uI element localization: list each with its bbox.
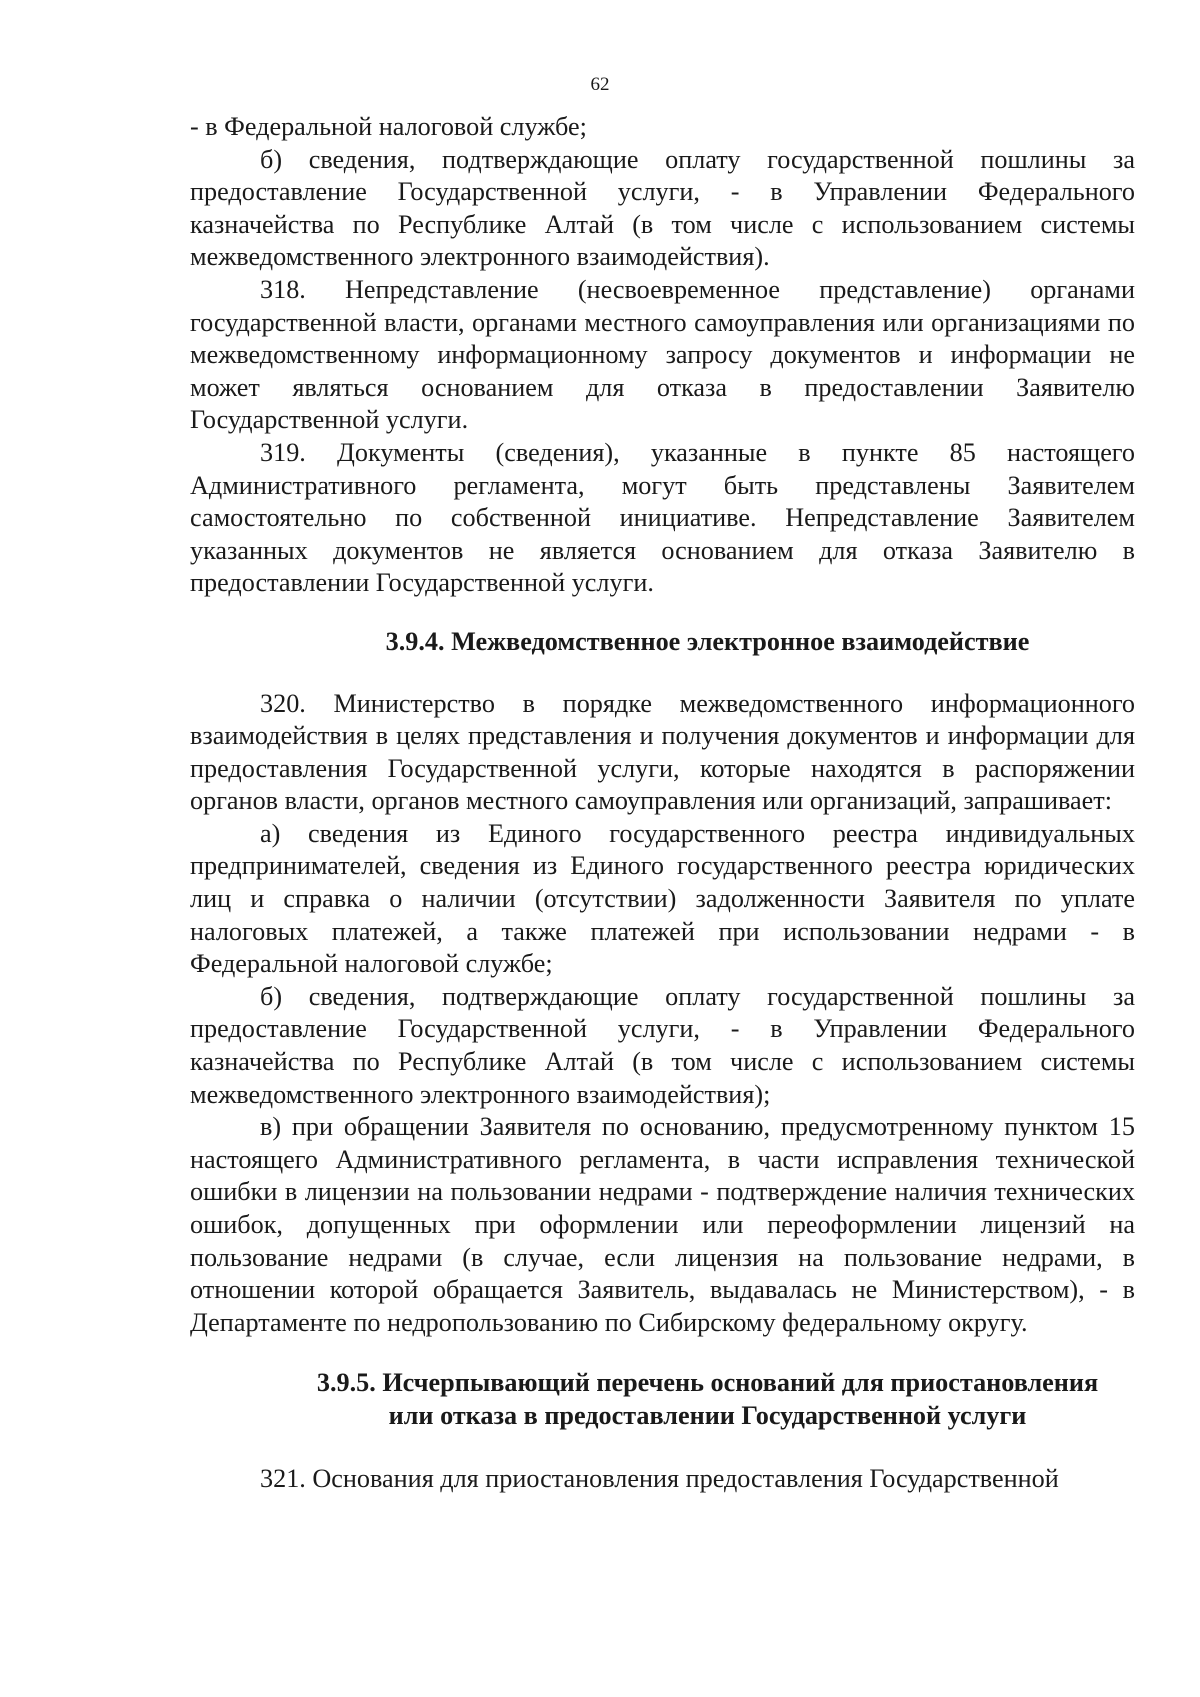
section-heading-3-9-5 xyxy=(190,1367,1135,1432)
document-body xyxy=(190,111,1135,1495)
paragraph-321: 321. Основания для приостановления предоставления Государственной xyxy=(260,1463,1059,1493)
section-heading-3-9-4 xyxy=(190,626,1135,659)
paragraph-320-b: б) сведения, подтверждающие оплату государственной пошлины за предоставление Государственной услуги, - в Управлении Федерального казначейства по Республике Алтай (в том числе с использованием системы межведомственного электронного взаимодействия); xyxy=(190,981,1135,1109)
paragraph-b-treasury: б) сведения, подтверждающие оплату государственной пошлины за предоставление Государственной услуги, - в Управлении Федерального казначейства по Республике Алтай (в том числе с использованием системы межведомственного электронного взаимодействия). xyxy=(190,144,1135,272)
section-heading-3-9-4-text: 3.9.4. Межведомственное электронное взаимодействие xyxy=(385,626,1030,656)
paragraph-320-a: а) сведения из Единого государственного реестра индивидуальных предпринимателей, сведения из Единого государственного реестра юридических лиц и справка о наличии (отсутствии) задолженности Заявителя по уплате налоговых платежей, а также платежей при использовании недрами - в Федеральной налоговой службе; xyxy=(190,818,1135,979)
paragraph-fns-ending: - в Федеральной налоговой службе; xyxy=(190,112,587,141)
paragraph-319: 319. Документы (сведения), указанные в пункте 85 настоящего Административного регламента, могут быть представлены Заявителем самостоятельно по собственной инициативе. Непредставление Заявителем указанных документов не является основанием для отказа Заявителю в предоставлении Государственной услуги. xyxy=(190,437,1135,598)
paragraph-318: 318. Непредставление (несвоевременное представление) органами государственной власти, органами местного самоуправления или организациями по межведомственному информационному запросу документов и информации не может являться основанием для отказа в предоставлении Заявителю Государственной услуги. xyxy=(190,274,1135,435)
section-heading-3-9-5-line-1: 3.9.5. Исчерпывающий перечень оснований для приостановления xyxy=(316,1368,1099,1398)
paragraph-320-v: в) при обращении Заявителя по основанию, предусмотренному пунктом 15 настоящего Административного регламента, в части исправления технической ошибки в лицензии на пользовании недрами - подтверждение наличия технических ошибок, допущенных при оформлении или переоформлении лицензий на пользование недрами (в случае, если лицензия на пользование недрами, в отношении которой обращается Заявитель, выдавалась не Министерством), - в Департаменте по недропользованию по Сибирскому федеральному округу. xyxy=(190,1112,1135,1337)
section-heading-3-9-5-line-2: или отказа в предоставлении Государственной услуги xyxy=(388,1400,1027,1430)
paragraph-320: 320. Министерство в порядке межведомственного информационного взаимодействия в целях представления и получения документов и информации для предоставления Государственной услуги, которые находятся в распоряжении органов власти, органов местного самоуправления или организаций, запрашивает: xyxy=(190,688,1135,816)
page-number: 62 xyxy=(590,74,610,95)
